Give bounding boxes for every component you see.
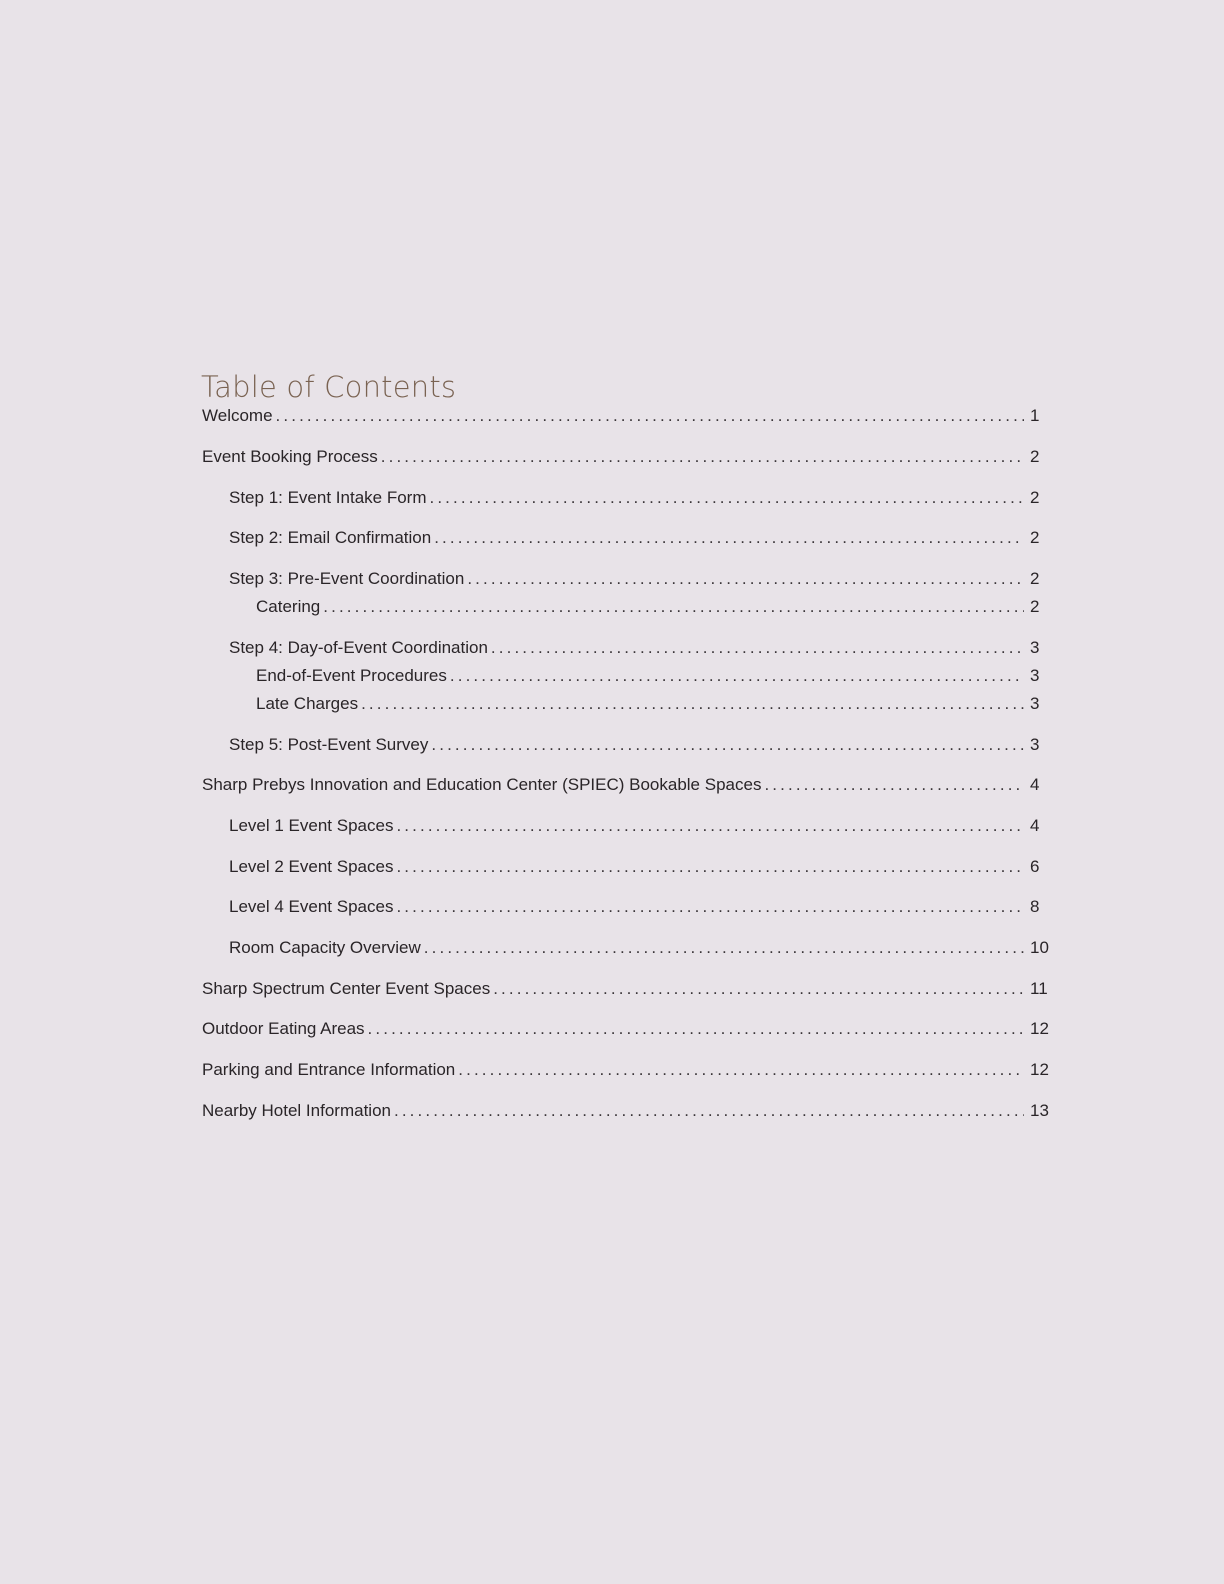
- toc-entry[interactable]: [229, 734, 1062, 756]
- dot-leader: [450, 665, 1024, 687]
- toc-entry-label: Step 1: Event Intake Form: [229, 488, 427, 507]
- toc-entry[interactable]: [229, 856, 1062, 878]
- toc-entry-label: Catering: [256, 597, 321, 616]
- dot-leader: [429, 487, 1024, 509]
- toc-entry[interactable]: [229, 568, 1062, 590]
- dot-leader: [396, 896, 1024, 918]
- toc-entry-label: Welcome: [202, 406, 273, 425]
- toc-entry-label: End-of-Event Procedures: [256, 666, 447, 685]
- toc-entry-label: Parking and Entrance Information: [202, 1060, 456, 1079]
- dot-leader: [394, 1100, 1024, 1122]
- toc-entry-page: 10: [1030, 938, 1049, 957]
- toc-entry-page: 2: [1030, 597, 1040, 616]
- toc-entry-page: 4: [1030, 775, 1040, 794]
- toc-entry-page: 8: [1030, 897, 1040, 916]
- toc-entry[interactable]: [229, 487, 1062, 509]
- dot-leader: [458, 1059, 1024, 1081]
- toc-title: Table of Contents: [201, 370, 457, 404]
- dot-leader: [368, 1018, 1024, 1040]
- toc-entry[interactable]: [202, 978, 1062, 1000]
- toc-entry[interactable]: [202, 774, 1062, 796]
- toc-entry-page: 2: [1030, 528, 1040, 547]
- dot-leader: [361, 693, 1024, 715]
- toc-entry-page: 3: [1030, 666, 1040, 685]
- dot-leader: [424, 937, 1024, 959]
- toc-entry-label: Late Charges: [256, 694, 359, 713]
- toc-entry-label: Sharp Prebys Innovation and Education Center (SPIEC) Bookable Spaces: [202, 775, 762, 794]
- toc-entry-label: Level 4 Event Spaces: [229, 897, 394, 916]
- toc-entry-page: 3: [1030, 638, 1040, 657]
- toc-entry-page: 12: [1030, 1019, 1049, 1038]
- toc-entry[interactable]: [229, 637, 1062, 659]
- toc-entry[interactable]: [229, 815, 1062, 837]
- toc-entry-label: Sharp Spectrum Center Event Spaces: [202, 979, 491, 998]
- dot-leader: [493, 978, 1024, 1000]
- dot-leader: [467, 568, 1024, 590]
- toc-entry[interactable]: [256, 693, 1062, 715]
- toc-entry-label: Step 4: Day-of-Event Coordination: [229, 638, 488, 657]
- toc-entry-label: Step 3: Pre-Event Coordination: [229, 569, 465, 588]
- toc-entry-label: Step 5: Post-Event Survey: [229, 735, 429, 754]
- toc-entry-page: 2: [1030, 488, 1040, 507]
- toc-entry-page: 13: [1030, 1101, 1049, 1120]
- dot-leader: [276, 405, 1024, 427]
- toc-entry[interactable]: [202, 1018, 1062, 1040]
- toc-entry-label: Room Capacity Overview: [229, 938, 421, 957]
- toc-entry-label: Level 1 Event Spaces: [229, 816, 394, 835]
- toc-entry-page: 3: [1030, 735, 1040, 754]
- toc-entry[interactable]: [256, 596, 1062, 618]
- dot-leader: [764, 774, 1024, 796]
- dot-leader: [491, 637, 1024, 659]
- toc-entry-page: 3: [1030, 694, 1040, 713]
- toc-entry-page: 12: [1030, 1060, 1049, 1079]
- toc-entry-page: 2: [1030, 569, 1040, 588]
- toc-entry[interactable]: [256, 665, 1062, 687]
- toc-entry[interactable]: [202, 405, 1062, 427]
- toc-entry[interactable]: [229, 937, 1062, 959]
- dot-leader: [396, 815, 1024, 837]
- toc-entry[interactable]: [229, 527, 1062, 549]
- dot-leader: [396, 856, 1024, 878]
- toc-entry-page: 4: [1030, 816, 1040, 835]
- toc-entry-label: Outdoor Eating Areas: [202, 1019, 365, 1038]
- toc-entry-page: 6: [1030, 857, 1040, 876]
- toc-entry[interactable]: [202, 1059, 1062, 1081]
- toc-entry-page: 2: [1030, 447, 1040, 466]
- toc-entry-label: Level 2 Event Spaces: [229, 857, 394, 876]
- dot-leader: [323, 596, 1024, 618]
- dot-leader: [381, 446, 1024, 468]
- toc-entry-label: Event Booking Process: [202, 447, 378, 466]
- dot-leader: [434, 527, 1024, 549]
- toc-entry-page: 11: [1030, 979, 1048, 998]
- toc-entry-label: Step 2: Email Confirmation: [229, 528, 432, 547]
- toc-entry-label: Nearby Hotel Information: [202, 1101, 391, 1120]
- toc-entry-page: 1: [1030, 406, 1040, 425]
- toc-entry[interactable]: [202, 446, 1062, 468]
- toc-entry[interactable]: [229, 896, 1062, 918]
- dot-leader: [431, 734, 1024, 756]
- toc-entry[interactable]: [202, 1100, 1062, 1122]
